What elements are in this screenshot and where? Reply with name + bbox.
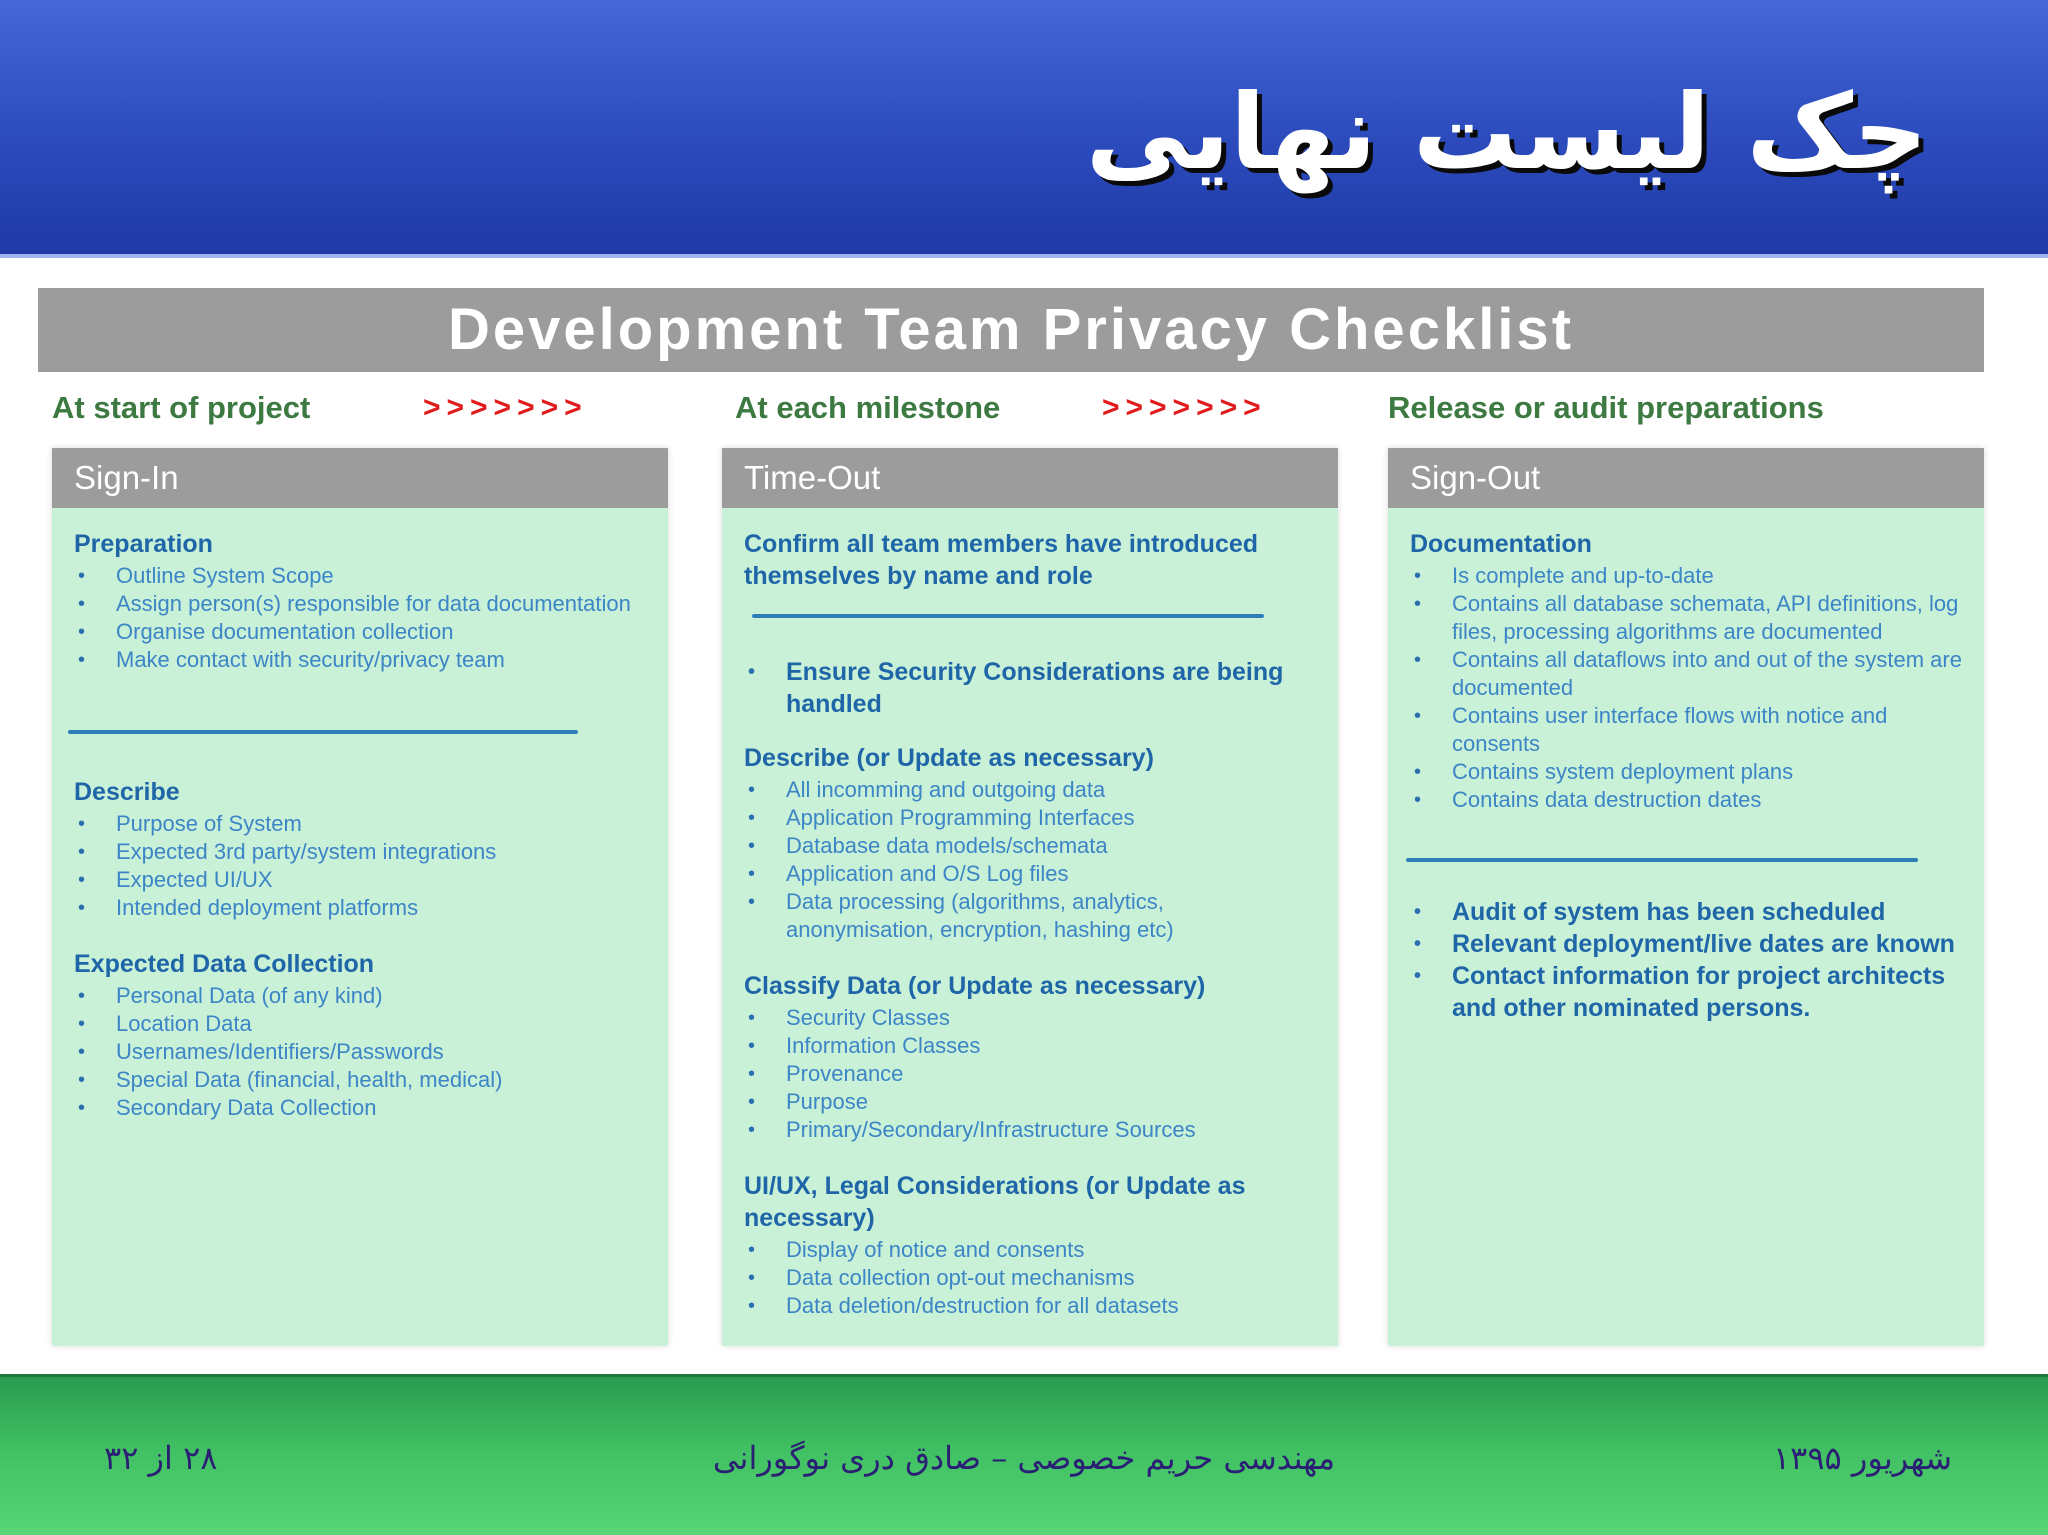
list-item: • Outline System Scope [74, 562, 646, 590]
timeout-panel [722, 448, 1338, 1346]
list-item: • Audit of system has been scheduled [1410, 896, 1962, 928]
classify-list [744, 1004, 1316, 1144]
list-item: • Expected 3rd party/system integrations [74, 838, 646, 866]
list-item: • Contains system deployment plans [1410, 758, 1962, 786]
footer-author: مهندسی حریم خصوصی – صادق دری نوگورانی [712, 1439, 1336, 1477]
classify-heading: Classify Data (or Update as necessary) [744, 972, 1206, 1000]
list-item: • Secondary Data Collection [74, 1094, 646, 1122]
list-item: • Database data models/schemata [744, 832, 1316, 860]
uiux-list [744, 1236, 1316, 1320]
describe-update-heading: Describe (or Update as necessary) [744, 744, 1154, 772]
describe-list [74, 810, 646, 922]
list-item: • Purpose of System [74, 810, 646, 838]
documentation-heading: Documentation [1410, 530, 1592, 558]
list-item: • Relevant deployment/live dates are known [1410, 928, 1962, 960]
list-item: • All incomming and outgoing data [744, 776, 1316, 804]
list-item: • Primary/Secondary/Infrastructure Sources [744, 1116, 1316, 1144]
list-item: • Contains data destruction dates [1410, 786, 1962, 814]
timeout-panel-title: Time-Out [722, 448, 1338, 508]
describe-update-list [744, 776, 1316, 944]
list-item: • Ensure Security Considerations are being handled [744, 656, 1316, 720]
signin-panel [52, 448, 668, 1346]
list-item: • Application and O/S Log files [744, 860, 1316, 888]
preparation-list [74, 562, 646, 674]
phase-arrows-1: >>>>>>> [423, 391, 588, 424]
slide-title: چک لیست نهایی [1085, 71, 1928, 193]
list-item: • Contains user interface flows with notice and consents [1410, 702, 1962, 758]
title-band [0, 0, 2048, 258]
list-item: • Personal Data (of any kind) [74, 982, 646, 1010]
footer-date: شهریور ۱۳۹۵ [1772, 1439, 1952, 1477]
security-list [744, 656, 1316, 720]
list-item: • Application Programming Interfaces [744, 804, 1316, 832]
list-item: • Location Data [74, 1010, 646, 1038]
list-item: • Data collection opt-out mechanisms [744, 1264, 1316, 1292]
list-item: • Data deletion/destruction for all datasets [744, 1292, 1316, 1320]
list-item: • Organise documentation collection [74, 618, 646, 646]
section-divider [68, 730, 578, 734]
checklist-title: Development Team Privacy Checklist [38, 288, 1984, 372]
list-item: • Contact information for project architects and other nominated persons. [1410, 960, 1962, 1024]
audit-list [1410, 896, 1962, 1024]
describe-heading: Describe [74, 778, 180, 806]
signout-panel-title: Sign-Out [1388, 448, 1984, 508]
section-divider [752, 614, 1264, 618]
section-divider [1406, 858, 1918, 862]
uiux-heading: UI/UX, Legal Considerations (or Update as necessary) [744, 1172, 1246, 1232]
list-item: • Display of notice and consents [744, 1236, 1316, 1264]
list-item: • Purpose [744, 1088, 1316, 1116]
preparation-heading: Preparation [74, 530, 213, 558]
list-item: • Information Classes [744, 1032, 1316, 1060]
list-item: • Expected UI/UX [74, 866, 646, 894]
list-item: • Contains all dataflows into and out of the system are documented [1410, 646, 1962, 702]
footer-bar [0, 1374, 2048, 1535]
data-collection-list [74, 982, 646, 1122]
list-item: • Security Classes [744, 1004, 1316, 1032]
list-item: • Make contact with security/privacy team [74, 646, 646, 674]
list-item: • Assign person(s) responsible for data documentation [74, 590, 646, 618]
data-collection-heading: Expected Data Collection [74, 950, 375, 978]
phase-milestone-label: At each milestone [735, 390, 1001, 425]
list-item: • Usernames/Identifiers/Passwords [74, 1038, 646, 1066]
list-item: • Special Data (financial, health, medical) [74, 1066, 646, 1094]
phase-release-label: Release or audit preparations [1388, 390, 1824, 425]
signin-panel-title: Sign-In [52, 448, 668, 508]
signout-panel [1388, 448, 1984, 1346]
phase-arrows-2: >>>>>>> [1102, 391, 1267, 424]
page-number: ۲۸ از ۳۲ [104, 1439, 218, 1477]
documentation-list [1410, 562, 1962, 814]
list-item: • Provenance [744, 1060, 1316, 1088]
list-item: • Contains all database schemata, API definitions, log files, processing algorithms are documented [1410, 590, 1962, 646]
list-item: • Intended deployment platforms [74, 894, 646, 922]
list-item: • Data processing (algorithms, analytics, anonymisation, encryption, hashing etc) [744, 888, 1316, 944]
phase-start-label: At start of project [52, 390, 311, 425]
list-item: • Is complete and up-to-date [1410, 562, 1962, 590]
confirm-members-text: Confirm all team members have introduced themselves by name and role [744, 530, 1259, 590]
